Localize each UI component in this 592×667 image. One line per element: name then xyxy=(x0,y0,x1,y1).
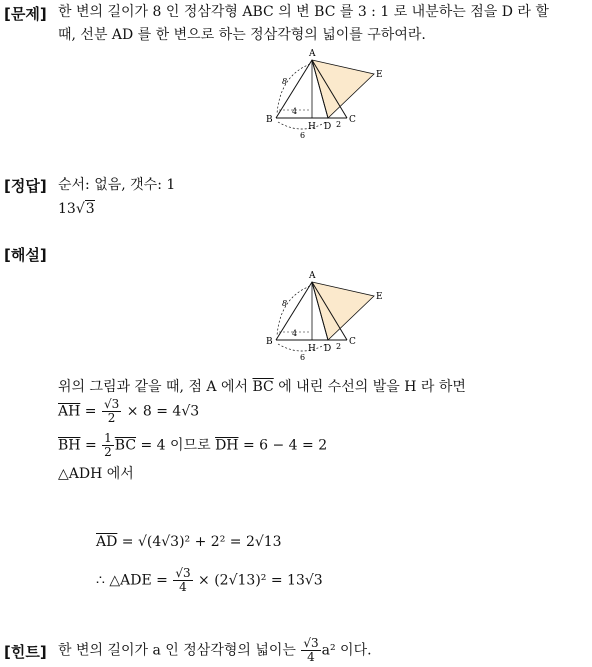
length-side: 8 xyxy=(282,77,288,86)
problem-line-1: 한 변의 길이가 8 인 정삼각형 ABC 의 변 BC 를 3 : 1 로 내분하는 점을 D 라 할 xyxy=(58,4,549,20)
bh-rest-1: = 4 이므로 xyxy=(136,437,216,454)
area-post: × (2√13)² = 13√3 xyxy=(193,572,323,589)
label-a: A xyxy=(309,49,316,59)
ad-equation: = √(4√3)² + 2² = 2√13 xyxy=(117,534,282,550)
bh-rest-2: = 6 − 4 = 2 xyxy=(238,437,328,454)
hint-pre: 한 변의 길이가 a 인 정삼각형의 넓이는 xyxy=(58,642,301,659)
intro-text-1: 위의 그림과 같을 때, 점 A 에서 xyxy=(58,379,253,395)
brace-bd xyxy=(278,344,326,351)
length-dc: 2 xyxy=(336,120,342,129)
hint-text xyxy=(58,637,372,664)
ad-label: $\overline{AD}$ xyxy=(96,534,118,550)
length-bh: 4 xyxy=(292,329,298,338)
label-c: C xyxy=(349,115,356,125)
length-side: 8 xyxy=(282,299,288,308)
solution-tag: [해설] xyxy=(4,246,47,264)
hint-post: a² 이다. xyxy=(321,642,372,659)
label-d: D xyxy=(324,122,332,132)
intro-text-2: 에 내린 수선의 발을 H 라 하면 xyxy=(273,379,466,395)
brace-bd xyxy=(278,122,326,129)
triangle-adh: △ADH 에서 xyxy=(58,466,134,482)
problem-tag: [문제] xyxy=(4,5,47,23)
ah-equals: = xyxy=(80,403,101,420)
triangle-ade xyxy=(312,60,374,118)
segment-bc-label: $\overline{BC}$ xyxy=(252,379,274,395)
bh-fraction: $\frac{1}{2}$ xyxy=(104,431,112,459)
area-fraction: $\frac{√3}{4}$ xyxy=(175,566,191,594)
bh-label: $\overline{BH}$ xyxy=(58,437,81,454)
eq-ad xyxy=(96,532,282,552)
solution-intro xyxy=(58,377,466,397)
length-bh: 4 xyxy=(292,107,298,116)
triangle-ade xyxy=(312,282,374,340)
label-a: A xyxy=(309,271,316,281)
area-pre: ∴ △ADE = xyxy=(96,572,173,589)
label-b: B xyxy=(266,337,273,347)
length-bd: 6 xyxy=(300,353,306,362)
label-b: B xyxy=(266,115,273,125)
eq-ah xyxy=(58,398,199,425)
solution-figure xyxy=(262,266,392,362)
label-h: H xyxy=(308,122,316,132)
answer-meta: 순서: 없음, 갯수: 1 xyxy=(58,177,176,193)
label-h: H xyxy=(308,344,316,354)
ah-label: $\overline{AH}$ xyxy=(58,403,81,420)
hint-fraction: $\frac{√3}{4}$ xyxy=(303,636,319,664)
label-c: C xyxy=(349,337,356,347)
eq-area xyxy=(96,567,323,594)
ah-rest: × 8 = 4√3 xyxy=(122,403,200,420)
problem-line-2: 때, 선분 AD 를 한 변으로 하는 정삼각형의 넓이를 구하여라. xyxy=(58,27,426,43)
answer-coef: 13 xyxy=(58,201,76,217)
hint-tag: [힌트] xyxy=(4,643,47,661)
label-e: E xyxy=(376,70,383,80)
bh-equals: = xyxy=(80,437,102,454)
dh-label: $\overline{DH}$ xyxy=(215,437,239,454)
answer-radicand: 3 xyxy=(85,201,95,217)
answer-tag: [정답] xyxy=(4,177,47,195)
eq-bh xyxy=(58,432,327,459)
problem-figure xyxy=(262,44,392,140)
label-e: E xyxy=(376,292,383,302)
answer-value: 13√3 xyxy=(58,201,95,217)
length-bd: 6 xyxy=(300,131,306,140)
length-dc: 2 xyxy=(336,342,342,351)
label-d: D xyxy=(324,344,332,354)
ah-fraction: $\frac{√3}{2}$ xyxy=(103,397,120,425)
bh-bc-label: $\overline{BC}$ xyxy=(114,437,137,454)
